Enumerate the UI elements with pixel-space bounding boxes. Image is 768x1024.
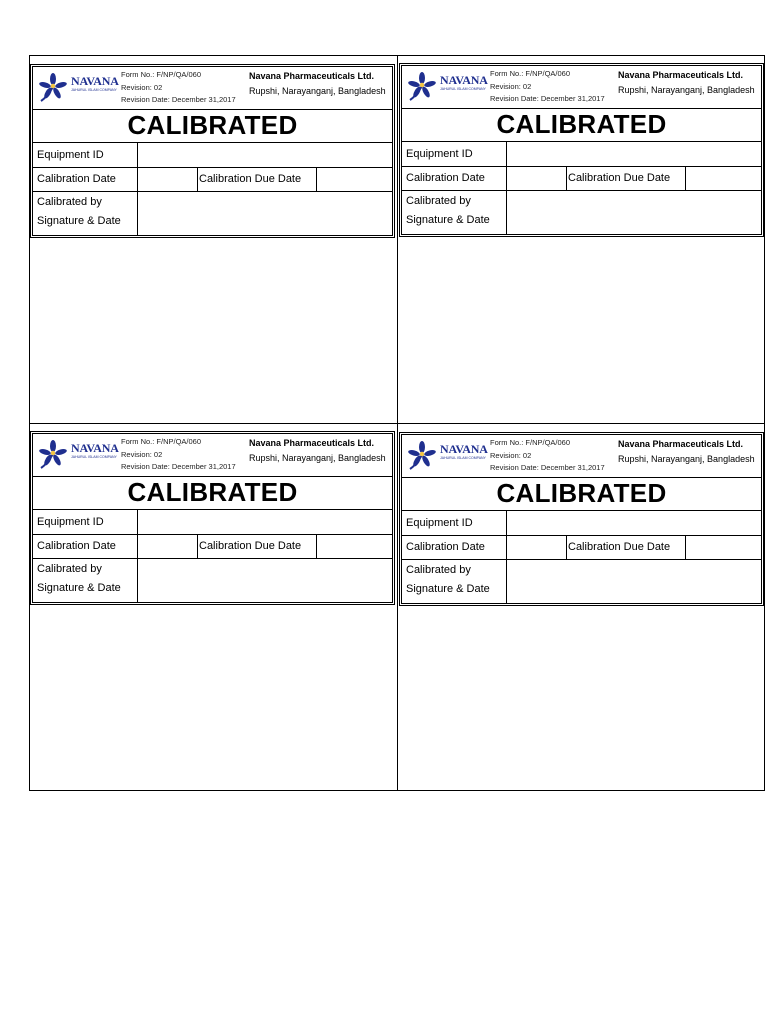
calibration-date-row (33, 534, 392, 559)
company-name: Navana Pharmaceuticals Ltd. (618, 439, 744, 449)
calibrated-by-text: Calibrated by (406, 195, 471, 207)
calibration-due-date-field[interactable] (317, 167, 392, 191)
label-sheet (29, 55, 765, 791)
signature-field[interactable] (138, 191, 392, 235)
equipment-id-field[interactable] (138, 142, 392, 167)
label-header (33, 67, 392, 110)
form-number: Form No.: F/NP/QA/060 (121, 70, 202, 79)
signature-field[interactable] (507, 559, 761, 603)
company-address: Rupshi, Narayanganj, Bangladesh (618, 85, 755, 95)
form-meta (490, 437, 605, 475)
calibration-date-label: Calibration Date (402, 535, 507, 559)
brand-name: NAVANA (440, 73, 488, 87)
calibration-due-date-field[interactable] (317, 534, 392, 558)
company-address: Rupshi, Narayanganj, Bangladesh (249, 453, 386, 463)
revision-date: Revision Date: December 31,2017 (490, 94, 605, 103)
label-title: CALIBRATED (402, 108, 761, 142)
sheet-horizontal-divider (30, 423, 764, 424)
equipment-id-field[interactable] (138, 509, 392, 534)
brand-name: NAVANA (440, 442, 488, 456)
signature-date-text: Signature & Date (406, 583, 490, 595)
form-number: Form No.: F/NP/QA/060 (490, 438, 571, 447)
navana-flower-logo-icon (37, 438, 69, 470)
navana-flower-logo-icon (37, 71, 69, 103)
calibration-due-date-label: Calibration Due Date (567, 166, 686, 190)
calibrated-by-row (402, 559, 761, 603)
brand-name: NAVANA (71, 441, 119, 455)
company-info (249, 436, 386, 466)
calibration-date-row (402, 535, 761, 560)
calibration-label-top-left (30, 64, 395, 238)
calibration-date-label: Calibration Date (33, 534, 138, 558)
calibrated-by-row (33, 558, 392, 602)
label-header (33, 434, 392, 477)
brand-subtitle: JAHURUL ISLAM COMPANY (440, 87, 486, 91)
calibrated-by-label (33, 191, 138, 235)
calibration-due-date-field[interactable] (686, 166, 761, 190)
navana-logo (37, 438, 119, 472)
calibration-date-field[interactable] (507, 166, 567, 190)
revision: Revision: 02 (121, 449, 163, 459)
calibration-due-date-field[interactable] (686, 535, 761, 559)
label-title: CALIBRATED (33, 109, 392, 143)
calibrated-by-row (33, 191, 392, 235)
calibration-date-field[interactable] (507, 535, 567, 559)
label-header (402, 66, 761, 109)
navana-flower-logo-icon (406, 70, 438, 102)
revision: Revision: 02 (490, 81, 532, 91)
calibration-label-top-right (399, 63, 764, 237)
company-name: Navana Pharmaceuticals Ltd. (618, 70, 744, 80)
calibration-date-field[interactable] (138, 167, 198, 191)
calibration-due-date-label: Calibration Due Date (198, 534, 317, 558)
brand-name: NAVANA (71, 74, 119, 88)
navana-logo (406, 70, 488, 104)
equipment-id-row (402, 141, 761, 167)
equipment-id-row (33, 142, 392, 168)
signature-date-text: Signature & Date (406, 214, 490, 226)
signature-field[interactable] (138, 558, 392, 602)
calibration-date-label: Calibration Date (402, 166, 507, 190)
label-title: CALIBRATED (402, 477, 761, 511)
calibrated-by-row (402, 190, 761, 234)
label-header (402, 435, 761, 478)
calibration-label-bottom-left (30, 431, 395, 605)
revision-date: Revision Date: December 31,2017 (121, 462, 236, 471)
company-info (618, 437, 755, 467)
calibrated-by-text: Calibrated by (37, 196, 102, 208)
revision: Revision: 02 (490, 450, 532, 460)
form-number: Form No.: F/NP/QA/060 (490, 69, 571, 78)
signature-date-text: Signature & Date (37, 582, 121, 594)
equipment-id-label: Equipment ID (33, 142, 138, 167)
form-meta (121, 69, 236, 107)
form-number: Form No.: F/NP/QA/060 (121, 437, 202, 446)
navana-logo (406, 439, 488, 473)
brand-subtitle: JAHURUL ISLAM COMPANY (71, 455, 117, 459)
company-address: Rupshi, Narayanganj, Bangladesh (249, 86, 386, 96)
navana-logo (37, 71, 119, 105)
signature-field[interactable] (507, 190, 761, 234)
calibration-label-bottom-right (399, 432, 764, 606)
form-meta (490, 68, 605, 106)
calibrated-by-label (402, 559, 507, 603)
brand-subtitle: JAHURUL ISLAM COMPANY (440, 456, 486, 460)
calibration-due-date-label: Calibration Due Date (198, 167, 317, 191)
equipment-id-field[interactable] (507, 510, 761, 535)
equipment-id-row (402, 510, 761, 536)
company-info (249, 69, 386, 99)
calibrated-by-text: Calibrated by (37, 563, 102, 575)
revision-date: Revision Date: December 31,2017 (121, 95, 236, 104)
revision-date: Revision Date: December 31,2017 (490, 463, 605, 472)
calibration-date-row (402, 166, 761, 191)
company-address: Rupshi, Narayanganj, Bangladesh (618, 454, 755, 464)
calibrated-by-label (402, 190, 507, 234)
equipment-id-label: Equipment ID (402, 510, 507, 535)
equipment-id-label: Equipment ID (402, 141, 507, 166)
equipment-id-row (33, 509, 392, 535)
calibration-date-field[interactable] (138, 534, 198, 558)
calibrated-by-label (33, 558, 138, 602)
revision: Revision: 02 (121, 82, 163, 92)
company-name: Navana Pharmaceuticals Ltd. (249, 438, 375, 448)
label-title: CALIBRATED (33, 476, 392, 510)
signature-date-text: Signature & Date (37, 215, 121, 227)
calibrated-by-text: Calibrated by (406, 564, 471, 576)
form-meta (121, 436, 236, 474)
equipment-id-field[interactable] (507, 141, 761, 166)
calibration-due-date-label: Calibration Due Date (567, 535, 686, 559)
company-name: Navana Pharmaceuticals Ltd. (249, 71, 375, 81)
calibration-date-row (33, 167, 392, 192)
company-info (618, 68, 755, 98)
equipment-id-label: Equipment ID (33, 509, 138, 534)
navana-flower-logo-icon (406, 439, 438, 471)
brand-subtitle: JAHURUL ISLAM COMPANY (71, 88, 117, 92)
calibration-date-label: Calibration Date (33, 167, 138, 191)
